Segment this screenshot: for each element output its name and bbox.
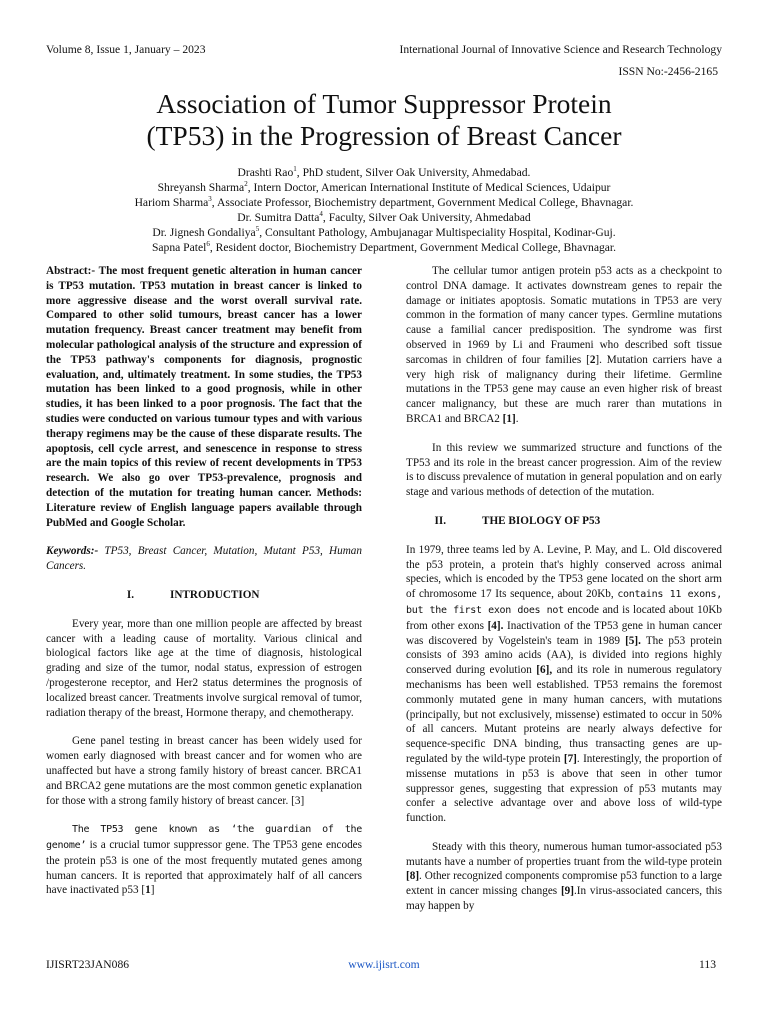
p53-paragraph-2: In this review we summarized structure and functions of the TP53 and its role in the breast cancer progression. Aim of the review is to discuss prevalence of mutation in general population and on early stage and various methods of detection of the mutation. xyxy=(406,441,722,499)
author-line: Sapna Patel$^6$, Resident doctor, Biochemistry Department, Government Medical College, Bhavnagar. xyxy=(151,240,617,255)
left-column xyxy=(46,264,362,898)
author-line: Drashti Rao$^1$, PhD student, Silver Oak University, Ahmedabad. xyxy=(237,165,531,179)
author-line: Dr. Sumitra Datta$^4$, Faculty, Silver Oak University, Ahmedabad xyxy=(237,210,531,225)
footer-page-number: 113 xyxy=(699,958,716,971)
p53-paragraph-1: The cellular tumor antigen protein p53 acts as a checkpoint to control DNA damage. It activates downstream genes to repair the damage or initiates apoptosis. Somatic mutations in TP53 are very common in the formation of many cancer types. Germline mutations cause a familial cancer predisposition. The syndrome was first observed in 1969 by Li and Fraumeni who described soft tissue sarcomas in children of four families [2]. Mutation carriers have a very high risk of malignancy during their lifetime. Germline mutations in the TP53 gene may cause an even higher risk of breast cancer malignancy, but these are much rarer than mutations in BRCA1 and BRCA2 [1]. xyxy=(406,265,722,425)
header-issn: ISSN No:-2456-2165 xyxy=(618,65,718,78)
author-line: Shreyansh Sharma$^2$, Intern Doctor, American International Institute of Medical Sciences, Udaipur xyxy=(157,180,611,195)
intro-paragraph-1: Every year, more than one million people are affected by breast cancer with a leading cause of mortality. Various clinical and biological factors like age at the time of diagnosis, histological grading and size of the tumor, nodal status, expression of estrogen /progesterone receptor, and Her2 status determines the prognosis of localized breast cancer. Treatments involve surgical removal of tumor, radiation therapy of the breast, Hormone therapy, and chemotherapy. xyxy=(46,617,362,719)
header-journal: International Journal of Innovative Science and Research Technology xyxy=(399,43,722,56)
header-volume: Volume 8, Issue 1, January – 2023 xyxy=(46,43,206,56)
biology-paragraph-2: Steady with this theory, numerous human tumor-associated p53 mutants have a number of properties truant from the wild-type protein [8]. Other recognized components compromise p53 function to a large extent in cancer missing changes [9].In virus-associated cancers, this may happen by xyxy=(406,840,722,913)
keywords: Keywords:- TP53, Breast Cancer, Mutation, Mutant P53, Human Cancers. xyxy=(46,545,362,573)
abstract: Abstract:- The most frequent genetic alteration in human cancer is TP53 mutation. TP53 mutation in breast cancer is linked to more aggressive disease and the worst overall survival rate. Compared to other solid tumours, breast cancer has a lower mutation frequency. Breast cancer treatment may benefit from molecular pathological analysis of the structure and expression of the TP53 pathway's components for diagnosis, prognostic evaluation, and, ultimately treatment. In some studies, the TP53 mutation has been linked to a good prognosis, while in other studies, it has been linked to a poor prognosis. The fact that the studies were conducted on various tumour types and with various therapy regimens may be the cause of these disparate results. The apoptosis, cell cycle arrest, and senescence in response to stress are the main topics of this review of recent developments in TP53 research. We also go over TP53-prevalence, prognosis and detection of the mutation for treating human cancer. Methods: Literature review of English language papers available through PubMed and Google Scholar. xyxy=(46,265,362,529)
paper-title xyxy=(0,88,768,152)
intro-paragraph-2: Gene panel testing in breast cancer has been widely used for women early diagnosed with breast cancer and for women who are unaffected but have a strong family history of breast cancer. BRCA1 and BRCA2 gene mutations are the most common genetic explanation for those with a strong family history of breast cancer. [3] xyxy=(46,735,362,807)
author-line: Dr. Jignesh Gondaliya$^5$, Consultant Pathology, Ambujanagar Multispeciality Hospital, Kodinar-Guj. xyxy=(152,225,616,240)
footer-article-id: IJISRT23JAN086 xyxy=(46,958,130,971)
author-list xyxy=(0,165,768,256)
biology-paragraph-1: In 1979, three teams led by A. Levine, P. May, and L. Old discovered the p53 protein, a protein that's highly conserved across animal species, which is encoded by the TP53 gene located on the short arm of chromosome 17 Its sequence, about 20Kb, contains 11 exons, but the first exon does not encode and is located about 10Kb from other exons [4]. Inactivation of the TP53 gene in human cancer was discovered by Vogelstein's team in 1989 [5]. The p53 protein consists of 393 amino acids (AA), is divided into regions highly conserved during evolution [6], and its role in numerous regulatory mechanisms has been well established. TP53 remains the foremost commonly mutated gene in many human cancers, with mutations (principally, but not exclusively, missense) estimated to occur in 50% of all cancers. Mutant proteins are nearly always defective for sequence-specific DNA binding, thus transacting genes are up-regulated by the wild-type protein [7]. Interestingly, the proportion of missense mutations in p53 is above that seen in other tumor suppressor genes, suggesting that expression of p53 mutants may confer a selective advantage over and above loss of wild-type function. xyxy=(406,543,722,825)
section-heading-biology: II. THE BIOLOGY OF P53 xyxy=(434,514,601,527)
footer-website-link[interactable]: www.ijisrt.com xyxy=(348,958,420,971)
right-column xyxy=(406,264,722,914)
title-line-1: Association of Tumor Suppressor Protein xyxy=(156,88,612,119)
section-heading-introduction: I. INTRODUCTION xyxy=(126,588,260,601)
intro-paragraph-3: The TP53 gene known as ‘the guardian of the genome’ is a crucial tumor suppressor gene. The TP53 gene encodes the protein p53 is one of the most frequently mutated genes among human cancers. It is reported that approximately half of all cancers have inactivated p53 [1] xyxy=(46,824,362,897)
title-line-2: (TP53) in the Progression of Breast Cancer xyxy=(146,120,622,151)
author-line: Hariom Sharma$^3$, Associate Professor, Biochemistry department, Government Medical College, Bhavnagar. xyxy=(134,195,634,210)
